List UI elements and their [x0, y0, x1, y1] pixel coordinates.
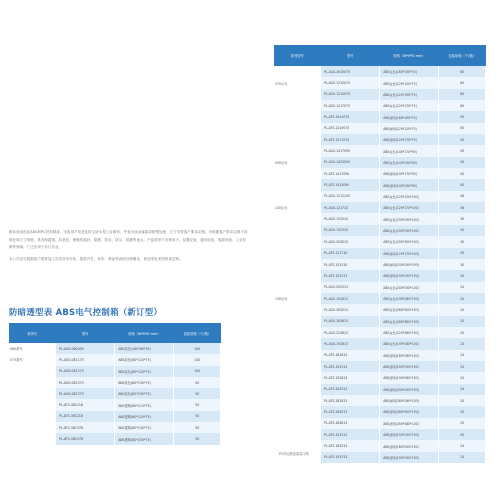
- table-row: [274, 338, 486, 349]
- left-spec-table: [9, 323, 221, 445]
- series-cell: [274, 89, 321, 100]
- series-cell: [274, 134, 321, 145]
- packing-cell: 24: [439, 350, 486, 361]
- table-row: [274, 406, 486, 417]
- dimensions-cell: ABS灰色(190*280*130): [380, 338, 439, 349]
- table-row: [274, 384, 486, 395]
- dimensions-cell: ABS灰色(120*150*75): [380, 89, 439, 100]
- table-row: [274, 168, 486, 179]
- dimensions-cell: ABS灰色(140*230*90): [380, 157, 439, 168]
- packing-cell: 24: [439, 372, 486, 383]
- model-cell: PL-ATS-381378: [56, 422, 115, 433]
- dimensions-cell: ABS透明(150*250*100): [380, 259, 439, 270]
- table-row: [274, 77, 486, 88]
- model-cell: PL-ATS-282813: [321, 395, 380, 406]
- table-row: [274, 327, 486, 338]
- model-cell: PL-AGS-152510: [321, 225, 380, 236]
- table-row: [274, 259, 486, 270]
- series-cell: [9, 399, 56, 410]
- model-cell: PL-AGS-1217075: [321, 100, 380, 111]
- dimensions-cell: ABS灰色(80*230*75): [115, 388, 174, 399]
- dimensions-cell: ABS灰色(140*170*90): [380, 145, 439, 156]
- model-cell: PL-ATS-152510: [321, 259, 380, 270]
- series-cell: [9, 433, 56, 444]
- table-row: [274, 191, 486, 202]
- table-row: [274, 157, 486, 168]
- dimensions-cell: ABS灰色(150*250*100): [380, 213, 439, 224]
- dimensions-cell: ABS灰色(80*110*75): [115, 354, 174, 365]
- table-row: [274, 372, 486, 383]
- table-row: [9, 354, 221, 365]
- series-cell: [9, 422, 56, 433]
- packing-cell: 100: [174, 343, 221, 354]
- header-series: 系列号: [9, 323, 56, 343]
- dimensions-cell: ABS透明(80*120*75): [115, 411, 174, 422]
- model-cell: PL-AGS-1423090: [321, 157, 380, 168]
- series-cell: [274, 316, 321, 327]
- series-cell: [274, 248, 321, 259]
- dimensions-cell: ABS灰色(120*170*100): [380, 202, 439, 213]
- model-cell: PL-ATS-382378: [56, 433, 115, 444]
- series-cell: [274, 111, 321, 122]
- series-cell: [274, 440, 321, 451]
- model-cell: PL-ATS-1423090: [321, 179, 380, 190]
- series-cell: [274, 236, 321, 247]
- packing-cell: 50: [174, 388, 221, 399]
- table-row: [274, 418, 486, 429]
- left-table-header-row: [9, 323, 221, 343]
- header-packing: 包装规格（个/箱）: [439, 45, 486, 66]
- model-cell: PL-ATS-381218: [56, 411, 115, 422]
- dimensions-cell: ABS灰色(120*120*75): [380, 77, 439, 88]
- table-row: [9, 399, 221, 410]
- table-row: [274, 111, 486, 122]
- packing-cell: 30: [439, 225, 486, 236]
- table-row: [274, 66, 486, 77]
- header-packing: 包装规格（个/箱）: [174, 323, 221, 343]
- table-row: [274, 361, 486, 372]
- series-cell: [9, 388, 56, 399]
- packing-cell: 50: [174, 377, 221, 388]
- right-spec-table-container: [274, 45, 486, 463]
- packing-cell: 24: [439, 338, 486, 349]
- dimensions-cell: ABS透明(120*120*75): [380, 123, 439, 134]
- packing-cell: 20: [439, 418, 486, 429]
- series-cell: [274, 145, 321, 156]
- packing-cell: 36: [439, 202, 486, 213]
- series-cell: [274, 168, 321, 179]
- series-cell: [274, 304, 321, 315]
- packing-cell: 30: [439, 248, 486, 259]
- model-cell: PL-ATS-381118: [56, 399, 115, 410]
- dimensions-cell: ABS灰色(80*130*75): [115, 377, 174, 388]
- packing-cell: 60: [439, 89, 486, 100]
- dimensions-cell: ABS灰色(80*120*75): [115, 366, 174, 377]
- table-row: [9, 422, 221, 433]
- packing-cell: 30: [439, 213, 486, 224]
- model-cell: PL-AGS-082375: [56, 388, 115, 399]
- series-cell: [274, 225, 321, 236]
- series-cell: 060系列: [9, 343, 56, 354]
- dimensions-cell: ABS透明(280*300*130): [380, 406, 439, 417]
- table-row: [274, 179, 486, 190]
- packing-cell: 24: [439, 384, 486, 395]
- header-model: 型号: [321, 45, 380, 66]
- model-cell: PL-AGS-192813: [321, 338, 380, 349]
- dimensions-cell: ABS透明(140*230*90): [380, 179, 439, 190]
- series-cell: [274, 282, 321, 293]
- table-row: [274, 134, 486, 145]
- model-cell: PL-ATS-152513: [321, 361, 380, 372]
- model-cell: PL-ATS-192513: [321, 452, 380, 463]
- dimensions-cell: ABS透明(200*250*130): [380, 384, 439, 395]
- model-cell: PL-AGS-152510: [321, 213, 380, 224]
- packing-cell: 100: [174, 354, 221, 365]
- series-cell: [274, 270, 321, 281]
- series-cell: [274, 213, 321, 224]
- packing-cell: 20: [439, 406, 486, 417]
- packing-cell: 20: [439, 395, 486, 406]
- packing-cell: 24: [439, 361, 486, 372]
- packing-cell: 20: [439, 316, 486, 327]
- intro-text-block: [9, 229, 249, 267]
- series-cell: [274, 338, 321, 349]
- dimensions-cell: ABS透明(190*250*130): [380, 452, 439, 463]
- packing-cell: 60: [439, 66, 486, 77]
- dimensions-cell: ABS灰色(120*170*75): [380, 100, 439, 111]
- packing-cell: 40: [439, 179, 486, 190]
- dimensions-cell: ABS灰色(120*120*100): [380, 191, 439, 202]
- table-row: [274, 202, 486, 213]
- header-model: 型号: [56, 323, 115, 343]
- series-cell: [274, 123, 321, 134]
- packing-cell: 50: [439, 111, 486, 122]
- packing-cell: 46: [439, 191, 486, 202]
- packing-cell: 40: [439, 134, 486, 145]
- model-cell: PL-AGS-283813: [321, 316, 380, 327]
- model-cell: PL-ATS-1417090: [321, 168, 380, 179]
- packing-cell: 20: [439, 293, 486, 304]
- dimensions-cell: ABS透明(80*230*75): [115, 433, 174, 444]
- model-cell: PL-AGS-060035: [56, 343, 115, 354]
- dimensions-cell: ABS灰色(200*250*130): [380, 282, 439, 293]
- packing-cell: 24: [439, 282, 486, 293]
- right-table-header-row: [274, 45, 486, 66]
- model-cell: PL-ATS-1610075: [321, 111, 380, 122]
- series-cell: [274, 66, 321, 77]
- series-cell: [274, 395, 321, 406]
- model-cell: PL-ATS-182813: [321, 350, 380, 361]
- dimensions-cell: ABS透明(280*280*130): [380, 395, 439, 406]
- dimensions-cell: ABS灰色(160*100*70): [380, 66, 439, 77]
- dimensions-cell: ABS透明(120*170*75): [380, 134, 439, 145]
- dimensions-cell: ABS透明(140*170*90): [380, 168, 439, 179]
- intro-paragraph-1: 箱体选用优质ABS和PC材料制成，可选用不易老化防尘防水型工业箱体，外表可涂金属漆或喷塑处理，尺寸可按客户要求定制。可根据客户需求定制不同颜色和尺寸规格，具有耐腐蚀、抗老化、绝缘性能好、阻燃、防水、防尘、防潮等优点。产品适用于各种电子、仪器仪表、通讯设备、电源设备、工业控制等领域，广泛应用于各行各业。: [9, 230, 248, 250]
- series-cell: 130系列: [274, 293, 321, 304]
- right-spec-table: [274, 45, 486, 463]
- series-cell: [274, 406, 321, 417]
- table-row: [274, 316, 486, 327]
- header-dimensions: 规格（W*H*D mm）: [380, 45, 439, 66]
- footnote: PC料定做按客量订购: [279, 452, 309, 456]
- model-cell: PL-ATS-202513: [321, 384, 380, 395]
- series-cell: [274, 418, 321, 429]
- model-cell: PL-AGS-121710: [321, 202, 380, 213]
- model-cell: PL-ATS-152513: [321, 429, 380, 440]
- dimensions-cell: ABS透明(80*130*75): [115, 422, 174, 433]
- series-cell: [274, 372, 321, 383]
- dimensions-cell: ABS灰色(160*80*35): [115, 343, 174, 354]
- packing-cell: 30: [439, 236, 486, 247]
- table-row: [274, 440, 486, 451]
- series-cell: 075系列: [9, 354, 56, 365]
- packing-cell: 24: [439, 452, 486, 463]
- table-row: [274, 395, 486, 406]
- header-dimensions: 规格（W*H*D mm）: [115, 323, 174, 343]
- model-cell: PL-ATS-182513: [321, 440, 380, 451]
- table-row: [274, 213, 486, 224]
- table-row: [274, 282, 486, 293]
- series-cell: 075系列: [274, 77, 321, 88]
- model-cell: PL-AGS-1417090: [321, 145, 380, 156]
- model-cell: PL-ATS-283013: [321, 406, 380, 417]
- series-cell: [9, 377, 56, 388]
- dimensions-cell: ABS透明(150*250*130): [380, 270, 439, 281]
- table-row: [9, 433, 221, 444]
- table-row: [274, 145, 486, 156]
- dimensions-cell: ABS透明(180*250*130): [380, 440, 439, 451]
- model-cell: PL-AGS-081175: [56, 354, 115, 365]
- model-cell: PL-AGS-1210075: [321, 77, 380, 88]
- model-cell: PL-AGS-203010: [321, 236, 380, 247]
- packing-cell: 30: [439, 259, 486, 270]
- dimensions-cell: ABS透明(180*280*130): [380, 350, 439, 361]
- series-cell: [9, 411, 56, 422]
- packing-cell: 50: [174, 422, 221, 433]
- table-row: [9, 343, 221, 354]
- table-row: [9, 388, 221, 399]
- series-cell: [9, 366, 56, 377]
- table-row: [9, 366, 221, 377]
- series-cell: [274, 259, 321, 270]
- packing-cell: 30: [439, 429, 486, 440]
- dimensions-cell: ABS透明(150*250*130): [380, 429, 439, 440]
- intro-paragraph-2: 本公司还可根据客户需要加工各类异形壳体，提供开孔、丝印、喷涂等表面处理服务，欢迎来电来图咨询定制。: [9, 256, 183, 261]
- packing-cell: 50: [174, 399, 221, 410]
- dimensions-cell: ABS透明(120*170*100): [380, 248, 439, 259]
- dimensions-cell: ABS灰色(280*380*130): [380, 316, 439, 327]
- series-cell: [274, 179, 321, 190]
- series-cell: [274, 191, 321, 202]
- table-row: [274, 123, 486, 134]
- dimensions-cell: ABS透明(190*280*130): [380, 372, 439, 383]
- model-cell: PL-ATS-283813: [321, 418, 380, 429]
- series-cell: [274, 384, 321, 395]
- dimensions-cell: ABS透明(150*250*130): [380, 361, 439, 372]
- series-cell: [274, 350, 321, 361]
- table-row: [274, 270, 486, 281]
- table-row: [274, 248, 486, 259]
- model-cell: PL-AGS-202513: [321, 282, 380, 293]
- model-cell: PL-AGS-223813: [321, 327, 380, 338]
- section-title: 防暗透型表 ABS电气控制箱（新订型）: [9, 307, 163, 317]
- series-cell: [274, 100, 321, 111]
- packing-cell: 50: [174, 411, 221, 422]
- model-cell: PL-ATS-121710: [321, 248, 380, 259]
- table-row: [274, 236, 486, 247]
- packing-cell: 40: [439, 145, 486, 156]
- table-row: [274, 304, 486, 315]
- packing-cell: 40: [439, 157, 486, 168]
- table-row: [274, 89, 486, 100]
- table-row: [274, 100, 486, 111]
- header-series: 系列型号: [274, 45, 321, 66]
- left-spec-table-container: [9, 323, 221, 445]
- packing-cell: 60: [439, 100, 486, 111]
- model-cell: PL-ATS-1210075: [321, 123, 380, 134]
- model-cell: PL-AGS-1212100: [321, 191, 380, 202]
- dimensions-cell: ABS灰色(190*280*130): [380, 293, 439, 304]
- dimensions-cell: ABS灰色(220*380*130): [380, 327, 439, 338]
- table-row: [274, 225, 486, 236]
- model-cell: PL-AGS-1610070: [321, 66, 380, 77]
- dimensions-cell: ABS灰色(260*300*130): [380, 304, 439, 315]
- table-row: [9, 377, 221, 388]
- series-cell: [274, 327, 321, 338]
- model-cell: PL-ATS-1217075: [321, 134, 380, 145]
- series-cell: [274, 361, 321, 372]
- model-cell: PL-AGS-1215075: [321, 89, 380, 100]
- table-row: [274, 350, 486, 361]
- dimensions-cell: ABS灰色(150*250*100): [380, 225, 439, 236]
- dimensions-cell: ABS透明(160*100*75): [380, 111, 439, 122]
- packing-cell: 50: [439, 123, 486, 134]
- model-cell: PL-AGS-081275: [56, 366, 115, 377]
- model-cell: PL-AGS-192813: [321, 293, 380, 304]
- model-cell: PL-AGS-263013: [321, 304, 380, 315]
- series-cell: 100系列: [274, 202, 321, 213]
- packing-cell: 20: [439, 327, 486, 338]
- packing-cell: 30: [439, 270, 486, 281]
- model-cell: PL-AGS-081375: [56, 377, 115, 388]
- table-row: [9, 411, 221, 422]
- series-cell: 090系列: [274, 157, 321, 168]
- dimensions-cell: ABS透明(80*110*75): [115, 399, 174, 410]
- dimensions-cell: ABS透明(280*380*130): [380, 418, 439, 429]
- model-cell: PL-ATS-192813: [321, 372, 380, 383]
- packing-cell: 100: [174, 366, 221, 377]
- table-row: [274, 293, 486, 304]
- packing-cell: 20: [439, 304, 486, 315]
- series-cell: [274, 429, 321, 440]
- packing-cell: 40: [439, 168, 486, 179]
- packing-cell: 24: [439, 440, 486, 451]
- model-cell: PL-ATS-152513: [321, 270, 380, 281]
- table-row: [274, 429, 486, 440]
- packing-cell: 50: [174, 433, 221, 444]
- packing-cell: 60: [439, 77, 486, 88]
- dimensions-cell: ABS灰色(200*300*100): [380, 236, 439, 247]
